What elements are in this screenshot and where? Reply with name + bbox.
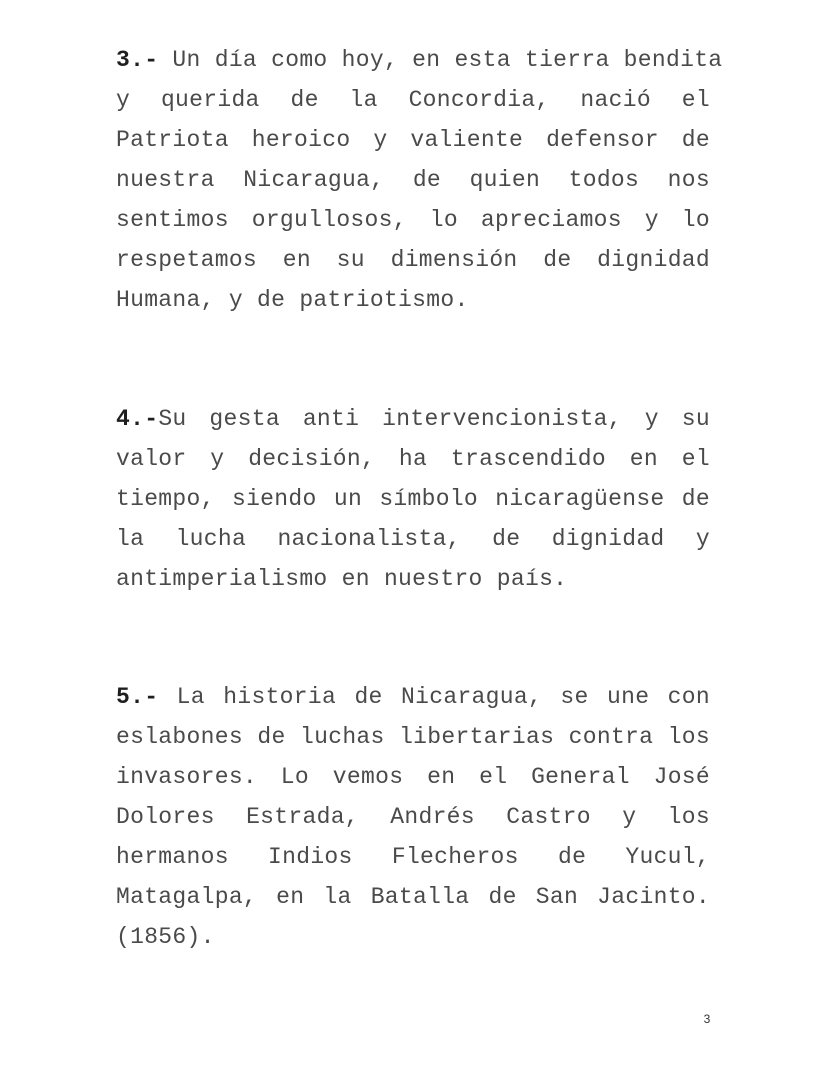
paragraph-line: eslabones de luchas libertarias contra los xyxy=(116,724,710,750)
paragraph-text: Su gesta anti intervencionista, y su xyxy=(158,406,710,432)
paragraph-line: nuestra Nicaragua, de quien todos nos xyxy=(116,167,710,193)
paragraph-line xyxy=(116,677,710,717)
paragraph-line xyxy=(116,40,723,80)
paragraph-text: La historia de Nicaragua, se une con xyxy=(158,684,710,710)
paragraph-line: Matagalpa, en la Batalla de San Jacinto. xyxy=(116,884,710,910)
paragraph-line: sentimos orgullosos, lo apreciamos y lo xyxy=(116,207,710,233)
paragraph-line: hermanos Indios Flecheros de Yucul, xyxy=(116,844,710,870)
paragraph-number: 4.- xyxy=(116,406,159,432)
paragraph-line: valor y decisión, ha trascendido en el xyxy=(116,446,710,472)
paragraph-line xyxy=(116,399,710,439)
paragraph-line: (1856). xyxy=(116,924,215,950)
paragraph-3 xyxy=(116,40,723,320)
paragraph-line: tiempo, siendo un símbolo nicaragüense de xyxy=(116,486,710,512)
page-number: 3 xyxy=(703,1012,711,1026)
paragraph-number: 5.- xyxy=(116,684,159,710)
paragraph-line: antimperialismo en nuestro país. xyxy=(116,566,568,592)
paragraph-number: 3.- xyxy=(116,47,159,73)
paragraph-line: Humana, y de patriotismo. xyxy=(116,287,469,313)
paragraph-4 xyxy=(116,399,710,599)
paragraph-line: invasores. Lo vemos en el General José xyxy=(116,764,710,790)
paragraph-line: respetamos en su dimensión de dignidad xyxy=(116,247,710,273)
paragraph-text: Un día como hoy, en esta tierra bendita xyxy=(158,47,723,73)
paragraph-line: la lucha nacionalista, de dignidad y xyxy=(116,526,710,552)
paragraph-line: Patriota heroico y valiente defensor de xyxy=(116,127,710,153)
paragraph-5 xyxy=(116,677,710,957)
paragraph-line: y querida de la Concordia, nació el xyxy=(116,87,710,113)
paragraph-line: Dolores Estrada, Andrés Castro y los xyxy=(116,804,710,830)
